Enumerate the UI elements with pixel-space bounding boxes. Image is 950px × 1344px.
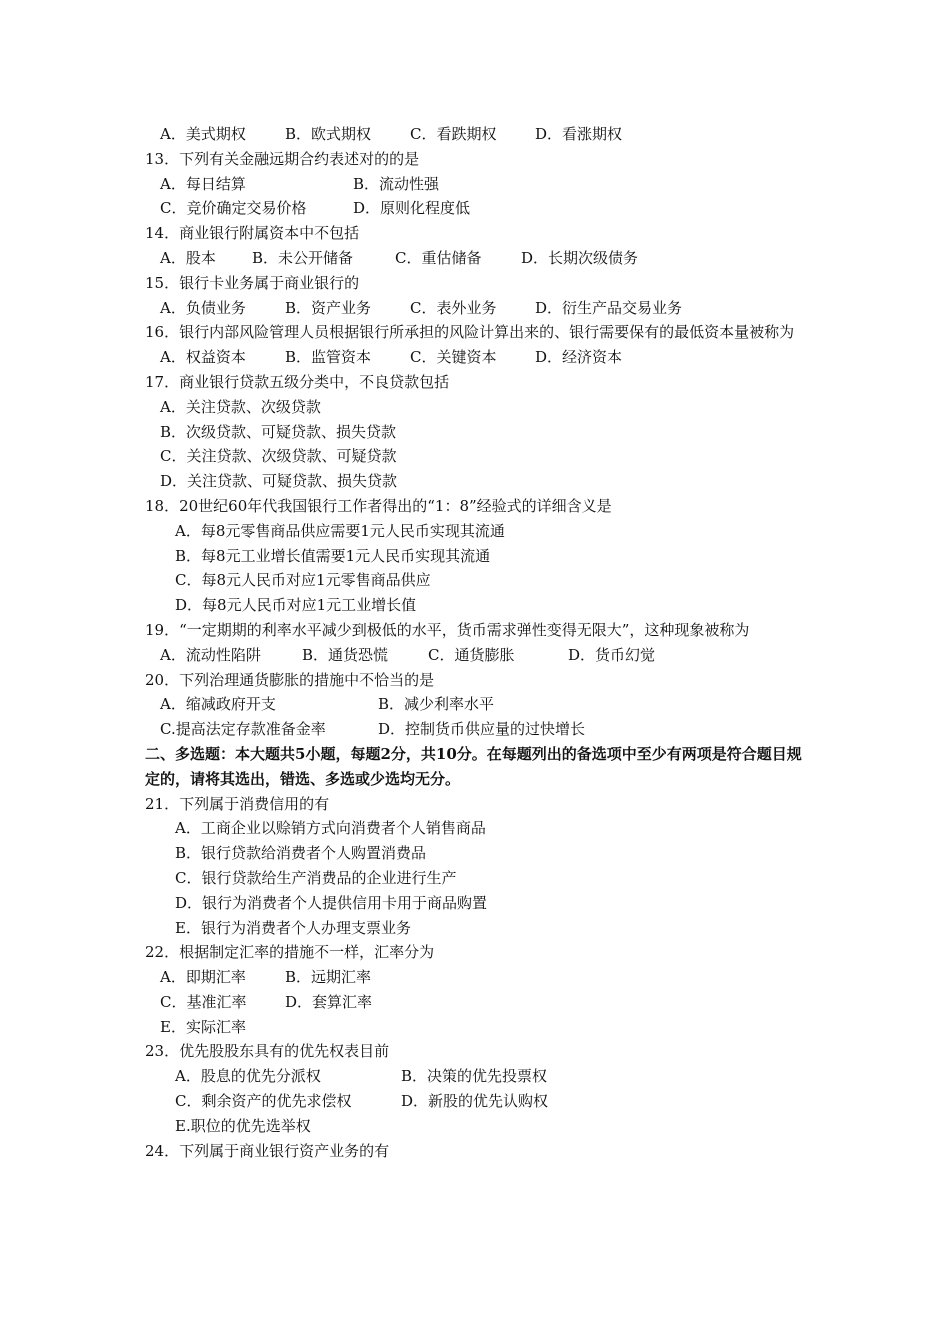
question-line: 16．银行内部风险管理人员根据银行所承担的风险计算出来的、银行需要保有的最低资本量被称为	[145, 323, 795, 342]
answer-option: A．负债业务	[160, 298, 246, 317]
answer-option: C．看跌期权	[410, 125, 497, 143]
answer-option: A．权益资本	[160, 348, 246, 367]
option-line	[145, 172, 815, 197]
question-line: 23．优先股股东具有的优先权表目前	[145, 1042, 390, 1061]
section-heading: 二、多选题：本大题共5小题，每题2分，共10分。在每题列出的备选项中至少有两项是符合题目规定的，请将其选出，错选、多选或少选均无分。	[145, 744, 802, 788]
answer-option: B．减少利率水平	[378, 695, 495, 714]
option-line: B．银行贷款给消费者个人购置消费品	[175, 844, 427, 863]
answer-option: D．控制货币供应量的过快增长	[378, 720, 586, 739]
answer-option: A．股本	[160, 248, 216, 267]
answer-option: B．远期汇率	[285, 968, 372, 987]
option-line: A．关注贷款、次级贷款	[160, 397, 321, 416]
option-line	[145, 1064, 815, 1089]
option-line: E.职位的优先选举权	[175, 1116, 311, 1135]
answer-option: B．资产业务	[285, 298, 372, 317]
answer-option: B．通货恐慌	[302, 645, 389, 664]
option-line: A．每8元零售商品供应需要1元人民币实现其流通	[175, 521, 505, 540]
option-line	[145, 345, 815, 370]
answer-option: C．竞价确定交易价格	[160, 199, 307, 218]
answer-option: D．新股的优先认购权	[401, 1092, 549, 1111]
answer-option: D．衍生产品交易业务	[535, 298, 683, 317]
answer-option: C．剩余资产的优先求偿权	[175, 1092, 352, 1111]
answer-option: D．原则化程度低	[353, 199, 471, 218]
answer-option: C．表外业务	[410, 298, 497, 317]
question-line: 20．下列治理通货膨胀的措施中不恰当的是	[145, 670, 435, 689]
option-line	[145, 692, 815, 717]
answer-option: A．股息的优先分派权	[175, 1067, 321, 1086]
option-line: E．银行为消费者个人办理支票业务	[175, 918, 411, 937]
question-line: 18．20世纪60年代我国银行工作者得出的“1：8”经验式的详细含义是	[145, 496, 612, 515]
option-line	[145, 990, 815, 1015]
option-line	[145, 196, 815, 221]
answer-option: A．缩减政府开支	[160, 695, 276, 714]
question-line: 19．“一定期期的利率水平减少到极低的水平，货币需求弹性变得无限大”，这种现象被称为	[145, 620, 750, 639]
answer-option: D．货币幻觉	[568, 645, 656, 664]
answer-option: B．决策的优先投票权	[401, 1067, 548, 1086]
answer-option: D．经济资本	[535, 348, 623, 367]
option-line: C．银行贷款给生产消费品的企业进行生产	[175, 868, 457, 887]
answer-option: C．基准汇率	[160, 992, 247, 1011]
option-line: B．次级贷款、可疑贷款、损失贷款	[160, 422, 397, 441]
option-line: C．关注贷款、次级贷款、可疑贷款	[160, 447, 397, 466]
answer-option: D．长期次级债务	[521, 248, 639, 267]
option-line: B．每8元工业增长值需要1元人民币实现其流通	[175, 546, 491, 565]
answer-option: C.提高法定存款准备金率	[160, 720, 326, 739]
option-line	[145, 965, 815, 990]
exam-content	[145, 122, 815, 1163]
question-line: 24．下列属于商业银行资产业务的有	[145, 1141, 390, 1160]
option-line	[145, 296, 815, 321]
option-line: D．银行为消费者个人提供信用卡用于商品购置	[175, 893, 488, 912]
answer-option: D．套算汇率	[285, 992, 373, 1011]
answer-option: A．流动性陷阱	[160, 645, 261, 664]
question-line: 21．下列属于消费信用的有	[145, 794, 330, 813]
question-line: 15．银行卡业务属于商业银行的	[145, 273, 360, 292]
answer-option: B．监管资本	[285, 348, 372, 367]
option-line: E．实际汇率	[160, 1017, 246, 1036]
option-line	[145, 1089, 815, 1114]
question-line: 17．商业银行贷款五级分类中，不良贷款包括	[145, 372, 450, 391]
answer-option: D．看涨期权	[535, 125, 623, 143]
answer-option: B．流动性强	[353, 174, 440, 193]
question-line: 22．根据制定汇率的措施不一样，汇率分为	[145, 943, 435, 962]
option-line: C．每8元人民币对应1元零售商品供应	[175, 571, 431, 590]
answer-option: C．关键资本	[410, 348, 497, 367]
answer-option: C．通货膨胀	[428, 645, 515, 664]
answer-option: B．欧式期权	[285, 125, 372, 143]
option-line	[145, 122, 815, 147]
answer-option: A．即期汇率	[160, 968, 246, 987]
question-line: 14．商业银行附属资本中不包括	[145, 224, 360, 243]
answer-option: B．未公开储备	[252, 248, 354, 267]
option-line: D．关注贷款、可疑贷款、损失贷款	[160, 472, 398, 491]
option-line: D．每8元人民币对应1元工业增长值	[175, 596, 417, 615]
answer-option: A．每日结算	[160, 174, 246, 193]
answer-option: C．重估储备	[395, 248, 482, 267]
question-line: 13．下列有关金融远期合约表述对的的是	[145, 149, 420, 168]
option-line	[145, 643, 815, 668]
option-line: A．工商企业以赊销方式向消费者个人销售商品	[175, 819, 486, 838]
option-line	[145, 717, 815, 742]
option-line	[145, 246, 815, 271]
answer-option: A．美式期权	[160, 125, 246, 143]
